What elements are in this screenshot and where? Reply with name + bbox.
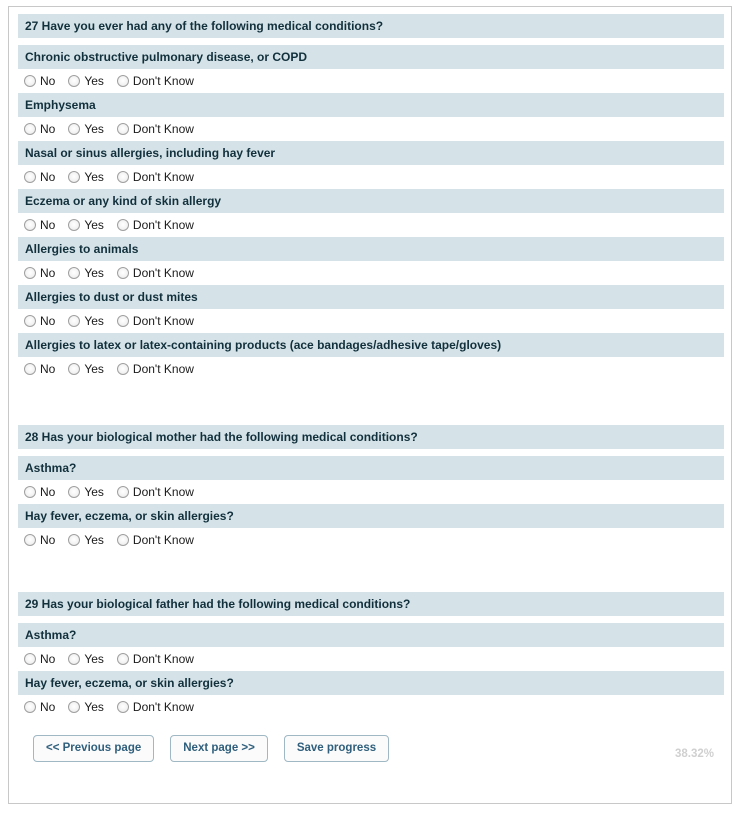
radio-icon[interactable] [117, 363, 129, 375]
question-label-copd: Chronic obstructive pulmonary disease, or COPD [18, 45, 724, 69]
radio-option-copd-no[interactable] [24, 74, 55, 88]
radio-icon[interactable] [68, 363, 80, 375]
radio-option-emphysema-dontknow[interactable] [117, 122, 194, 136]
radio-icon[interactable] [24, 653, 36, 665]
radio-option-father-hayfever-yes[interactable] [68, 700, 104, 714]
previous-page-button[interactable]: << Previous page [33, 735, 154, 762]
radio-label: Yes [84, 170, 104, 184]
form-navigation [18, 735, 722, 762]
radio-icon[interactable] [24, 315, 36, 327]
radio-label: No [40, 266, 56, 280]
radio-icon[interactable] [24, 75, 36, 87]
question-label-animal-allergies: Allergies to animals [18, 237, 724, 261]
radio-label: Yes [84, 362, 104, 376]
radio-label: No [40, 314, 56, 328]
radio-icon[interactable] [24, 219, 36, 231]
question-options-father-asthma [18, 647, 722, 671]
question-options-nasal-allergies [18, 165, 722, 189]
section-heading-29: 29 Has your biological father had the following medical conditions? [18, 592, 724, 616]
radio-icon[interactable] [117, 701, 129, 713]
radio-option-nasal-no[interactable] [24, 170, 55, 184]
radio-icon[interactable] [68, 534, 80, 546]
radio-label: Yes [84, 74, 104, 88]
radio-label: No [40, 170, 56, 184]
radio-label: Yes [84, 533, 104, 547]
radio-option-nasal-yes[interactable] [68, 170, 104, 184]
radio-icon[interactable] [24, 701, 36, 713]
radio-icon[interactable] [117, 219, 129, 231]
radio-icon[interactable] [117, 486, 129, 498]
question-label-eczema: Eczema or any kind of skin allergy [18, 189, 724, 213]
section-spacer [18, 381, 722, 425]
radio-option-copd-dontknow[interactable] [117, 74, 194, 88]
radio-label: Yes [84, 700, 104, 714]
question-label-emphysema: Emphysema [18, 93, 724, 117]
question-options-father-hayfever [18, 695, 722, 719]
radio-icon[interactable] [68, 653, 80, 665]
radio-icon[interactable] [24, 267, 36, 279]
radio-icon[interactable] [68, 75, 80, 87]
radio-icon[interactable] [68, 267, 80, 279]
radio-option-eczema-dontknow[interactable] [117, 218, 194, 232]
question-label-mother-asthma: Asthma? [18, 456, 724, 480]
save-progress-button[interactable]: Save progress [284, 735, 389, 762]
radio-icon[interactable] [24, 534, 36, 546]
radio-label: Don't Know [132, 314, 194, 328]
radio-label: Don't Know [132, 362, 194, 376]
radio-option-latex-yes[interactable] [68, 362, 104, 376]
radio-option-dust-no[interactable] [24, 314, 55, 328]
radio-label: No [40, 700, 56, 714]
radio-option-latex-no[interactable] [24, 362, 55, 376]
radio-option-eczema-no[interactable] [24, 218, 55, 232]
radio-icon[interactable] [68, 486, 80, 498]
radio-label: Yes [84, 266, 104, 280]
radio-option-eczema-yes[interactable] [68, 218, 104, 232]
question-label-latex-allergies: Allergies to latex or latex-containing products (ace bandages/adhesive tape/gloves) [18, 333, 724, 357]
question-options-animal-allergies [18, 261, 722, 285]
radio-icon[interactable] [117, 123, 129, 135]
question-options-emphysema [18, 117, 722, 141]
progress-percentage: 38.32% [674, 748, 714, 760]
section-heading-27: 27 Have you ever had any of the following medical conditions? [18, 14, 724, 38]
radio-label: Don't Know [132, 74, 194, 88]
radio-option-copd-yes[interactable] [68, 74, 104, 88]
radio-icon[interactable] [68, 171, 80, 183]
radio-icon[interactable] [68, 701, 80, 713]
radio-icon[interactable] [68, 123, 80, 135]
radio-label: No [40, 652, 56, 666]
radio-option-animals-yes[interactable] [68, 266, 104, 280]
radio-icon[interactable] [117, 653, 129, 665]
questionnaire-panel [8, 6, 732, 804]
next-page-button[interactable]: Next page >> [170, 735, 268, 762]
question-options-mother-hayfever [18, 528, 722, 552]
radio-option-father-asthma-dontknow[interactable] [117, 652, 194, 666]
radio-label: No [40, 362, 56, 376]
radio-option-father-hayfever-no[interactable] [24, 700, 55, 714]
radio-label: No [40, 218, 56, 232]
question-options-dust-allergies [18, 309, 722, 333]
radio-option-emphysema-yes[interactable] [68, 122, 104, 136]
radio-label: Don't Know [132, 122, 194, 136]
radio-option-mother-hayfever-no[interactable] [24, 533, 55, 547]
question-options-eczema [18, 213, 722, 237]
radio-icon[interactable] [68, 315, 80, 327]
radio-label: No [40, 533, 56, 547]
question-label-nasal-allergies: Nasal or sinus allergies, including hay fever [18, 141, 724, 165]
radio-option-nasal-dontknow[interactable] [117, 170, 194, 184]
radio-option-mother-hayfever-dontknow[interactable] [117, 533, 194, 547]
section-heading-28: 28 Has your biological mother had the following medical conditions? [18, 425, 724, 449]
radio-label: Don't Know [132, 266, 194, 280]
radio-option-emphysema-no[interactable] [24, 122, 55, 136]
radio-option-animals-no[interactable] [24, 266, 55, 280]
radio-icon[interactable] [24, 486, 36, 498]
radio-option-father-asthma-no[interactable] [24, 652, 55, 666]
question-options-copd [18, 69, 722, 93]
radio-label: No [40, 74, 56, 88]
radio-label: Don't Know [132, 652, 194, 666]
radio-option-mother-hayfever-yes[interactable] [68, 533, 104, 547]
radio-label: Yes [84, 218, 104, 232]
radio-option-animals-dontknow[interactable] [117, 266, 194, 280]
radio-option-mother-asthma-no[interactable] [24, 485, 55, 499]
radio-icon[interactable] [68, 219, 80, 231]
question-options-mother-asthma [18, 480, 722, 504]
radio-label: Don't Know [132, 700, 194, 714]
radio-icon[interactable] [117, 267, 129, 279]
radio-label: Yes [84, 122, 104, 136]
radio-option-mother-asthma-dontknow[interactable] [117, 485, 194, 499]
radio-option-father-asthma-yes[interactable] [68, 652, 104, 666]
radio-label: No [40, 485, 56, 499]
radio-label: Don't Know [132, 533, 194, 547]
radio-icon[interactable] [117, 75, 129, 87]
radio-option-dust-dontknow[interactable] [117, 314, 194, 328]
radio-icon[interactable] [24, 123, 36, 135]
radio-icon[interactable] [117, 315, 129, 327]
question-label-father-asthma: Asthma? [18, 623, 724, 647]
radio-label: Yes [84, 652, 104, 666]
radio-icon[interactable] [24, 171, 36, 183]
question-options-latex-allergies [18, 357, 722, 381]
questionnaire-body [9, 7, 731, 762]
section-spacer [18, 552, 722, 592]
radio-icon[interactable] [117, 171, 129, 183]
radio-label: No [40, 122, 56, 136]
radio-icon[interactable] [24, 363, 36, 375]
radio-icon[interactable] [117, 534, 129, 546]
question-label-mother-hayfever: Hay fever, eczema, or skin allergies? [18, 504, 724, 528]
radio-label: Don't Know [132, 485, 194, 499]
radio-label: Yes [84, 314, 104, 328]
question-label-father-hayfever: Hay fever, eczema, or skin allergies? [18, 671, 724, 695]
radio-label: Yes [84, 485, 104, 499]
radio-option-dust-yes[interactable] [68, 314, 104, 328]
radio-option-mother-asthma-yes[interactable] [68, 485, 104, 499]
radio-label: Don't Know [132, 170, 194, 184]
radio-label: Don't Know [132, 218, 194, 232]
radio-option-latex-dontknow[interactable] [117, 362, 194, 376]
question-label-dust-allergies: Allergies to dust or dust mites [18, 285, 724, 309]
radio-option-father-hayfever-dontknow[interactable] [117, 700, 194, 714]
